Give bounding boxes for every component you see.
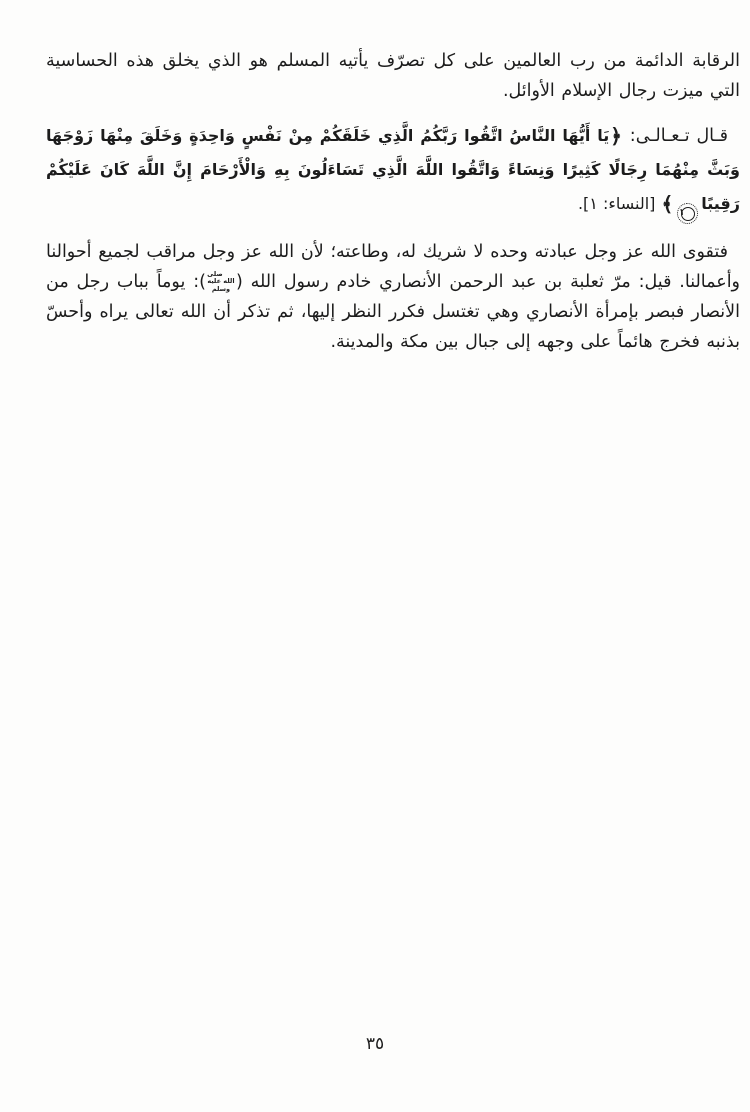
paragraph-intro: الرقابة الدائمة من رب العالمين على كل تصرّف يأتيه المسلم هو الذي يخلق هذه الحساسية التي ميزت رجال الإسلام الأوائل. (46, 51, 740, 101)
ornate-close-bracket-icon: ﴾ (661, 192, 674, 216)
body-text-part-b: يوماً بباب رجل من الأنصار فبصر بإمرأة الأنصاري وهي تغتسل فكرر النظر إليها، ثم تذكر أن الله تعالى يراه وأحسّ بذنبه فخرج هائماً على وجهه إلى جبال بين مكة والمدينة. (46, 272, 740, 352)
sallallahu-ligature-icon: صلى الله عليه وسلم (207, 270, 235, 293)
body-text-part-a: فتقوى الله عز وجل عبادته وحده لا شريك له، وطاعته؛ لأن الله عز وجل مراقب لجميع أحوالنا وأعمالنا. قيل: مرّ ثعلبة بن عبد الرحمن الأنصاري خادم رسول الله (46, 242, 741, 292)
verse-reference: [النساء: ١]. (577, 194, 656, 213)
sallallahu-symbol (193, 272, 243, 292)
ornate-open-bracket-icon: ﴿ (610, 124, 622, 148)
page-number: ٣٥ (365, 1034, 385, 1054)
page-text-block (46, 46, 740, 370)
verse-text: يَا أَيُّهَا النَّاسُ اتَّقُوا رَبَّكُمُ الَّذِي خَلَقَكُمْ مِنْ نَفْسٍ وَاحِدَةٍ وَخَلَقَ مِنْهَا زَوْجَهَا وَبَثَّ مِنْهُمَا رِجَالًا كَثِيرًا وَنِسَاءً وَاتَّقُوا اللَّهَ الَّذِي تَسَاءَلُونَ بِهِ وَالْأَرْحَامَ إِنَّ اللَّهَ كَانَ عَلَيْكُمْ رَقِيبًا (46, 126, 740, 213)
quran-verse-paragraph (46, 119, 740, 224)
ayah-number: ١ (681, 207, 695, 221)
ayah-end-marker-icon (677, 203, 698, 224)
paragraph-body (46, 237, 740, 357)
pbuh-open-paren: ( (235, 272, 243, 292)
qala-taala-label: قـال تـعـالـى: (622, 126, 728, 146)
pbuh-close-paren: ): (193, 272, 206, 292)
